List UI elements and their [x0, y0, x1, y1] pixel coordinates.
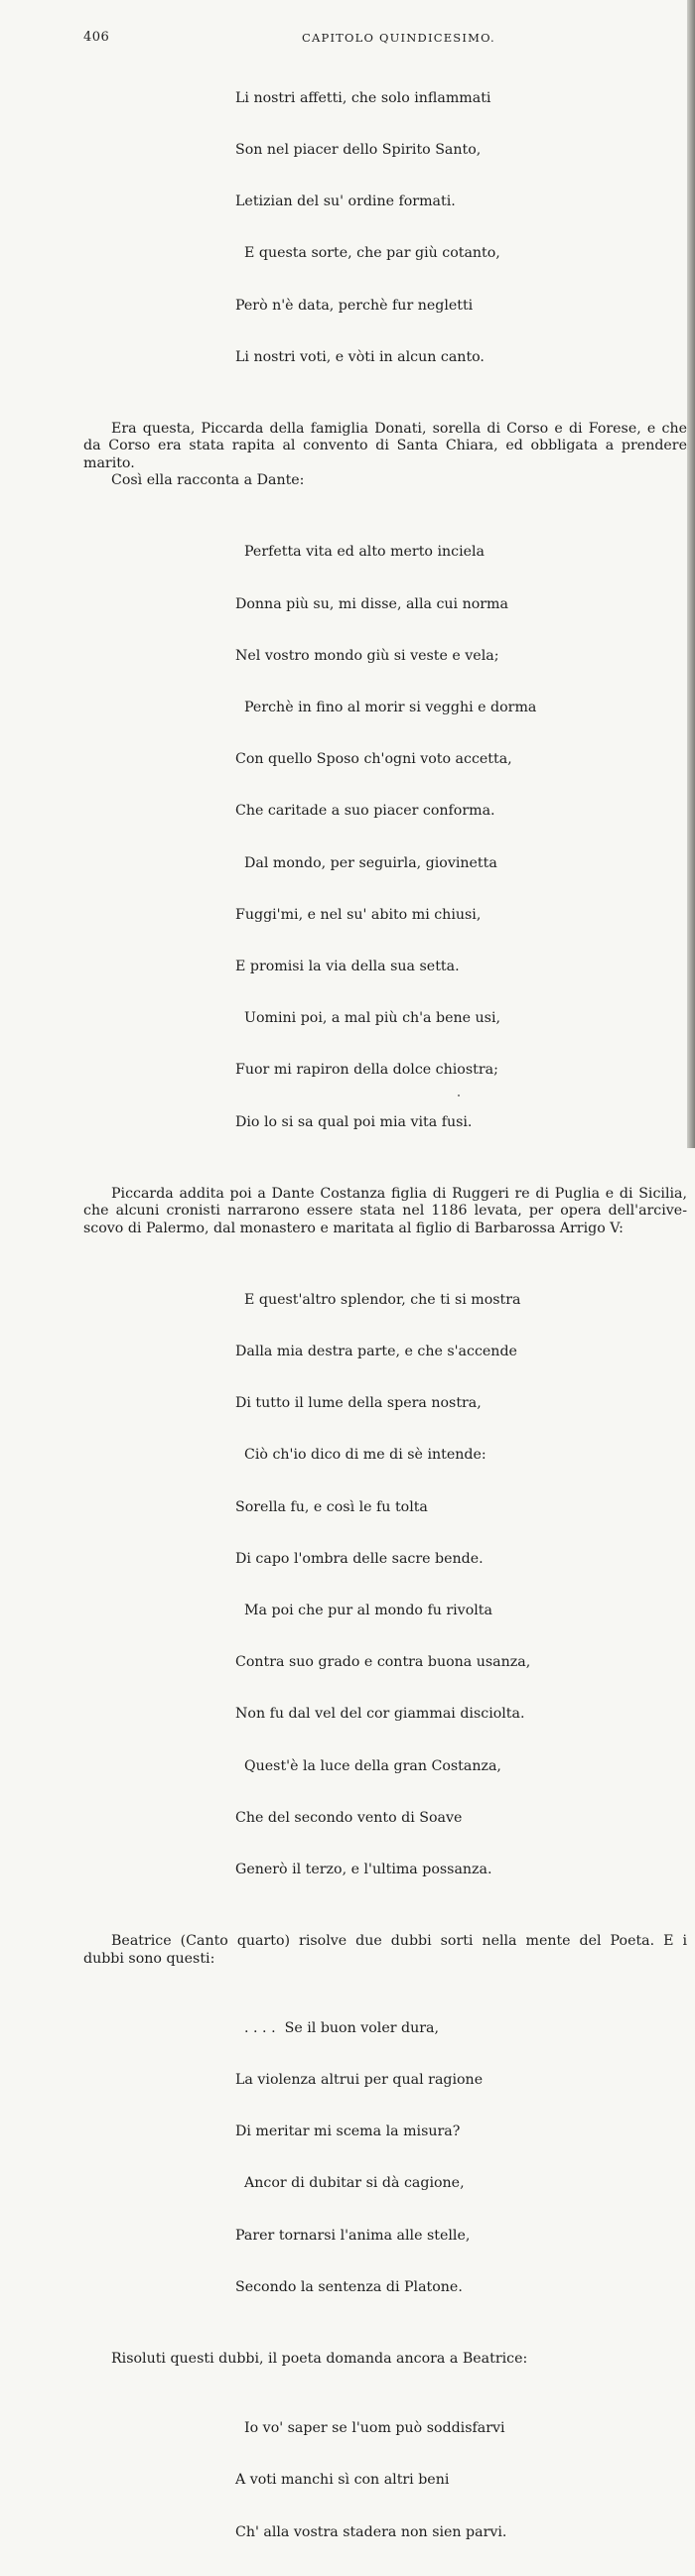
verse-line: Di capo l'ombra delle sacre bende. [235, 1550, 484, 1567]
verse-line: Ch' alla vostra stadera non sien parvi. [235, 2523, 507, 2540]
page-edge-shadow [687, 0, 695, 1148]
prose-line: Piccarda addita poi a Dante Costanza figlia di Ruggeri re di Puglia e di Sicilia, [111, 1185, 687, 1202]
verse-line: Di tutto il lume della spera nostra, [235, 1395, 482, 1412]
prose-line: scovo di Palermo, dal monastero e maritata al figlio di Barbarossa Arrigo V: [83, 1220, 624, 1236]
verse-block-5 [235, 2385, 687, 2575]
verse-line: . . . . Se il buon voler dura, [235, 2019, 439, 2036]
verse-line: Quest'è la luce della gran Costanza, [235, 1757, 501, 1774]
verse-line: A voti manchi sì con altri beni [235, 2472, 450, 2489]
verse-line: Parer tornarsi l'anima alle stelle, [235, 2227, 471, 2244]
verse-line: E promisi la via della sua setta. [235, 959, 460, 975]
verse-line: Che del secondo vento di Soave [235, 1809, 463, 1826]
prose-line: che alcuni cronisti narrarono essere stata nel 1186 levata, per opera dell'arcive- [83, 1203, 687, 1220]
verse-line: Dio lo si sa qual poi mia vita fusi. [235, 1113, 473, 1130]
prose-paragraph-3 [83, 1186, 687, 1237]
verse-line: Li nostri affetti, che solo inflammati [235, 89, 491, 106]
prose-line: da Corso era stata rapita al convento di Santa Chiara, ed obbligata a prendere [83, 438, 687, 454]
prose-paragraph-4 [83, 1933, 687, 1968]
verse-block-2 [235, 510, 687, 1166]
prose-line: Beatrice (Canto quarto) risolve due dubbi sorti nella mente del Poeta. E i [111, 1933, 687, 1950]
verse-line: Ciò ch'io dico di me di sè intende: [235, 1447, 486, 1464]
verse-block-4 [235, 1986, 687, 2331]
verse-line: Io vo' saper se l'uom può soddisfarvi [235, 2420, 505, 2437]
prose-line: Era questa, Piccarda della famiglia Donati, sorella di Corso e di Forese, e che [111, 421, 687, 438]
verse-line: Perchè in fino al morir si vegghi e dorma [235, 700, 537, 716]
verse-line: Contra suo grado e contra buona usanza, [235, 1654, 531, 1671]
verse-line: Fuggi'mi, e nel su' abito mi chiusi, [235, 906, 482, 923]
verse-line: Dalla mia destra parte, e che s'accende [235, 1344, 517, 1360]
verse-line: Letizian del su' ordine formati. [235, 193, 456, 210]
verse-line: Son nel piacer dello Spirito Santo, [235, 142, 482, 159]
page-number: 406 [83, 30, 110, 45]
verse-block-3 [235, 1257, 687, 1913]
page-header [83, 30, 679, 50]
prose-paragraph-5: Risoluti questi dubbi, il poeta domanda ancora a Beatrice: [111, 2351, 528, 2368]
verse-line: Di meritar mi scema la misura? [235, 2124, 461, 2140]
verse-line: Che caritade a suo piacer conforma. [235, 803, 495, 820]
verse-line: E questa sorte, che par giù cotanto, [235, 245, 500, 262]
verse-line: Ma poi che pur al mondo fu rivolta [235, 1603, 492, 1619]
verse-line: Donna più su, mi disse, alla cui norma [235, 595, 508, 612]
verse-line: Secondo la sentenza di Platone. [235, 2278, 463, 2295]
verse-line: Generò il terzo, e l'ultima possanza. [235, 1862, 492, 1878]
verse-line: Perfetta vita ed alto merto inciela [235, 544, 486, 561]
verse-line: Con quello Sposo ch'ogni voto accetta, [235, 751, 512, 768]
page-body [83, 56, 687, 2576]
verse-line: Non fu dal vel del cor giammai disciolta. [235, 1706, 525, 1723]
verse-line: Però n'è data, perchè fur negletti [235, 297, 474, 314]
prose-line: dubbi sono questi: [83, 1950, 215, 1967]
verse-line: Ancor di dubitar si dà cagione, [235, 2175, 465, 2192]
verse-line: Dal mondo, per seguirla, giovinetta [235, 854, 497, 871]
running-title: CAPITOLO QUINDICESIMO. [302, 31, 495, 45]
prose-line: marito. [83, 454, 135, 471]
verse-line: La violenza altrui per qual ragione [235, 2072, 484, 2089]
ink-speck [458, 1095, 460, 1096]
verse-line: Nel vostro mondo giù si veste e vela; [235, 647, 499, 664]
prose-paragraph-2: Così ella racconta a Dante: [111, 472, 305, 489]
verse-line: Uomini poi, a mal più ch'a bene usi, [235, 1010, 501, 1027]
verse-block-1 [235, 56, 687, 401]
verse-line: Sorella fu, e così le fu tolta [235, 1498, 428, 1515]
verse-line: E quest'altro splendor, che ti si mostra [235, 1291, 521, 1308]
prose-paragraph-1 [83, 421, 687, 472]
verse-line: Fuor mi rapiron della dolce chiostra; [235, 1062, 498, 1079]
verse-line: Li nostri voti, e vòti in alcun canto. [235, 348, 485, 365]
